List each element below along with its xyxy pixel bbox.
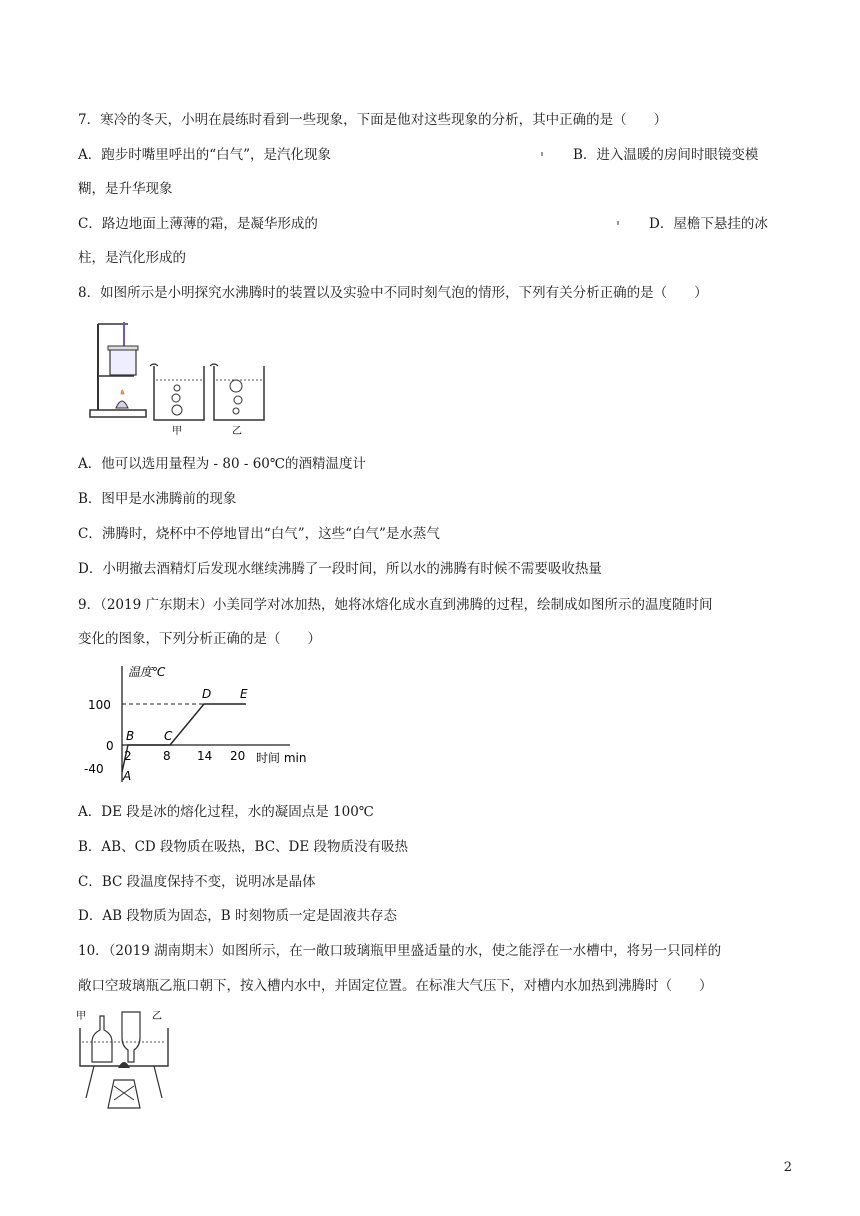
floating-bottles-figure: [74, 1008, 174, 1112]
q9-option-b: B．AB、CD 段物质在吸热，BC、DE 段物质没有吸热: [78, 839, 409, 855]
flame-icon: [118, 1062, 130, 1068]
fig-label-jia: 甲: [76, 1011, 86, 1022]
q8-option-b: B．图甲是水沸腾前的现象: [78, 491, 237, 507]
q7-option-b-cont: 糊，是升华现象: [78, 181, 173, 197]
fig-label-yi: 乙: [232, 426, 242, 436]
fig-label-yi: 乙: [152, 1011, 162, 1022]
page-number: 2: [783, 1160, 792, 1175]
boiling-apparatus-figure: [88, 318, 268, 436]
q7-option-c: C．路边地面上薄薄的霜，是凝华形成的: [78, 216, 318, 232]
q9-stem: 9．（2019 广东期末）小美同学对冰加热，她将冰熔化成水直到沸腾的过程，绘制成如图所示的温度随时间: [78, 597, 713, 613]
q8-option-a: A．他可以选用量程为 - 80 - 60℃的酒精温度计: [78, 456, 366, 472]
q7-stem: 7．寒冷的冬天，小明在晨练时看到一些现象，下面是他对这些现象的分析，其中正确的是（ ）: [78, 112, 668, 128]
y-tick-100: 100: [88, 698, 111, 712]
fig-label-jia: 甲: [172, 426, 182, 436]
q10-stem-cont: 敞口空玻璃瓶乙瓶口朝下，按入槽内水中，并固定位置。在标准大气压下，对槽内水加热到沸腾时（ ）: [78, 978, 713, 994]
beaker-yi: [210, 364, 264, 420]
bottle-jia: [92, 1016, 112, 1062]
q8-option-c: C．沸腾时，烧杯中不停地冒出“白气”，这些“白气”是水蒸气: [78, 526, 440, 542]
x-tick-20: 20: [230, 749, 246, 763]
alcohol-lamp: [108, 1080, 140, 1108]
q10-stem: 10．（2019 湖南期末）如图所示，在一敞口玻璃瓶甲里盛适量的水，使之能浮在一水槽中，将另一只同样的: [78, 943, 722, 959]
x-tick-2: 2: [124, 749, 132, 763]
scan-mark: [541, 152, 543, 156]
q9-option-c: C．BC 段温度保持不变，说明冰是晶体: [78, 874, 316, 890]
q7-option-a: A．跑步时嘴里呼出的“白气”，是汽化现象: [78, 147, 332, 163]
point-b: B: [126, 729, 135, 743]
x-tick-8: 8: [163, 749, 171, 763]
bottle-yi: [122, 1012, 140, 1062]
q9-stem-cont: 变化的图象，下列分析正确的是（ ）: [78, 631, 321, 647]
point-a: A: [123, 769, 132, 783]
q7-option-b: B．进入温暖的房间时眼镜变模: [573, 147, 759, 163]
q8-stem: 8．如图所示是小明探究水沸腾时的装置以及实验中不同时刻气泡的情形，下列有关分析正确的是（ ）: [78, 285, 708, 301]
scan-mark: [617, 221, 619, 225]
q7-option-d-cont: 柱，是汽化形成的: [78, 250, 186, 266]
x-axis-label: 时间 min: [256, 751, 307, 765]
y-tick-neg40: -40: [84, 762, 104, 776]
temperature-curve: [122, 704, 246, 772]
y-tick-0: 0: [106, 739, 114, 753]
beaker-jia: [150, 364, 204, 420]
point-c: C: [164, 729, 173, 743]
x-tick-14: 14: [197, 749, 213, 763]
point-d: D: [202, 687, 212, 701]
q8-option-d: D．小明撤去酒精灯后发现水继续沸腾了一段时间，所以水的沸腾有时候不需要吸收热量: [78, 561, 602, 577]
q9-option-d: D．AB 段物质为固态，B 时刻物质一定是固液共存态: [78, 908, 397, 924]
point-e: E: [240, 687, 248, 701]
y-axis-label: 温度℃: [128, 665, 166, 679]
temperature-time-graph: [80, 660, 330, 786]
q7-option-d: D．屋檐下悬挂的冰: [649, 216, 768, 232]
q9-option-a: A．DE 段是冰的熔化过程，水的凝固点是 100℃: [78, 804, 374, 820]
